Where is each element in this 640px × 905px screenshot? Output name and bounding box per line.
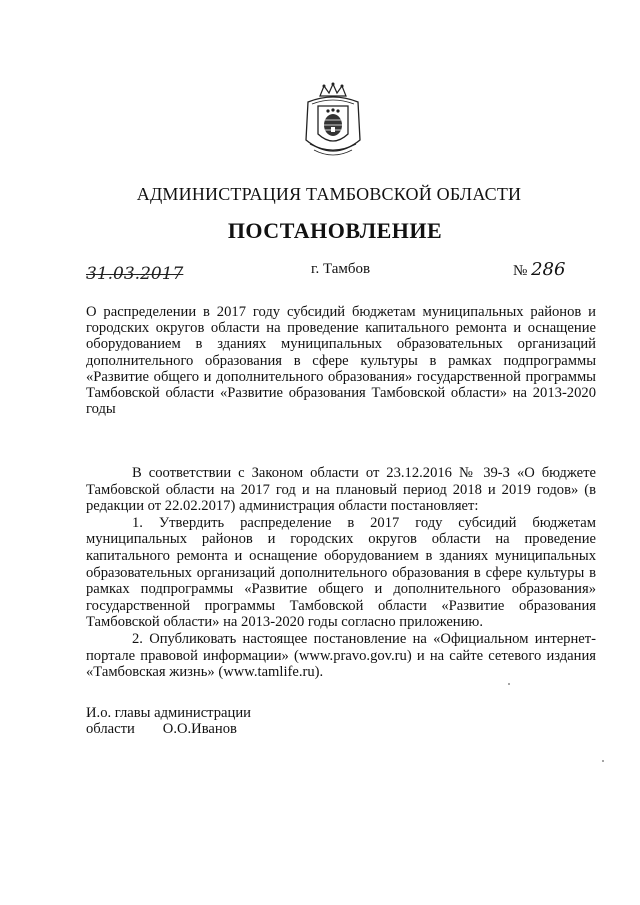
number-value: 286 bbox=[531, 259, 566, 280]
number-prefix: № bbox=[513, 263, 528, 279]
item-2-paragraph: 2. Опубликовать настоящее постановление на «Официальном интернет-портале правовой информации» (www.pravo.gov.ru) и на сайте сетевого издания «Тамбовская жизнь» (www.tamlife.ru). bbox=[86, 630, 596, 681]
tambov-coat-of-arms-icon bbox=[300, 82, 366, 162]
scan-speck bbox=[508, 683, 510, 685]
document-number bbox=[513, 259, 565, 280]
scan-speck bbox=[602, 760, 604, 762]
document-city: г. Тамбов bbox=[311, 261, 371, 277]
signature-position-line2: области bbox=[86, 721, 135, 737]
organization-title: АДМИНИСТРАЦИЯ ТАМБОВСКОЙ ОБЛАСТИ bbox=[136, 184, 522, 204]
signature-block bbox=[86, 705, 251, 737]
document-subject: О распределении в 2017 году субсидий бюджетам муниципальных районов и городских округов области на проведение капитального ремонта и оснащение оборудованием в зданиях муниципальных образовательных организаций дополнительного образования в сфере культуры в рамках подпрограммы «Развитие общего и дополнительного образования» государственной программы Тамбовской области «Развитие образования Тамбовской области» на 2013-2020 годы bbox=[86, 304, 596, 418]
item-1-paragraph: 1. Утвердить распределение в 2017 году субсидий бюджетам муниципальных районов и городских округов области на проведение капитального ремонта и оснащение оборудованием в зданиях муниципальных образовательных организаций дополнительного образования в сфере культуры в рамках подпрограммы «Развитие общего и дополнительного образования» государственной программы Тамбовской области «Развитие образования Тамбовской области» на 2013-2020 годы согласно приложению. bbox=[86, 514, 596, 631]
signature-name: О.О.Иванов bbox=[162, 721, 237, 737]
preamble-paragraph: В соответствии с Законом области от 23.12.2016 № 39-З «О бюджете Тамбовской области на 2017 год и на плановый период 2018 и 2019 годов» (в редакции от 22.02.2017) администрация области постановляет: bbox=[86, 465, 596, 515]
document-type-title: ПОСТАНОВЛЕНИЕ bbox=[227, 218, 443, 243]
document-date: 31.03.2017 bbox=[86, 264, 184, 284]
signature-position-line1: И.о. главы администрации bbox=[86, 705, 251, 721]
document-body bbox=[86, 465, 596, 681]
